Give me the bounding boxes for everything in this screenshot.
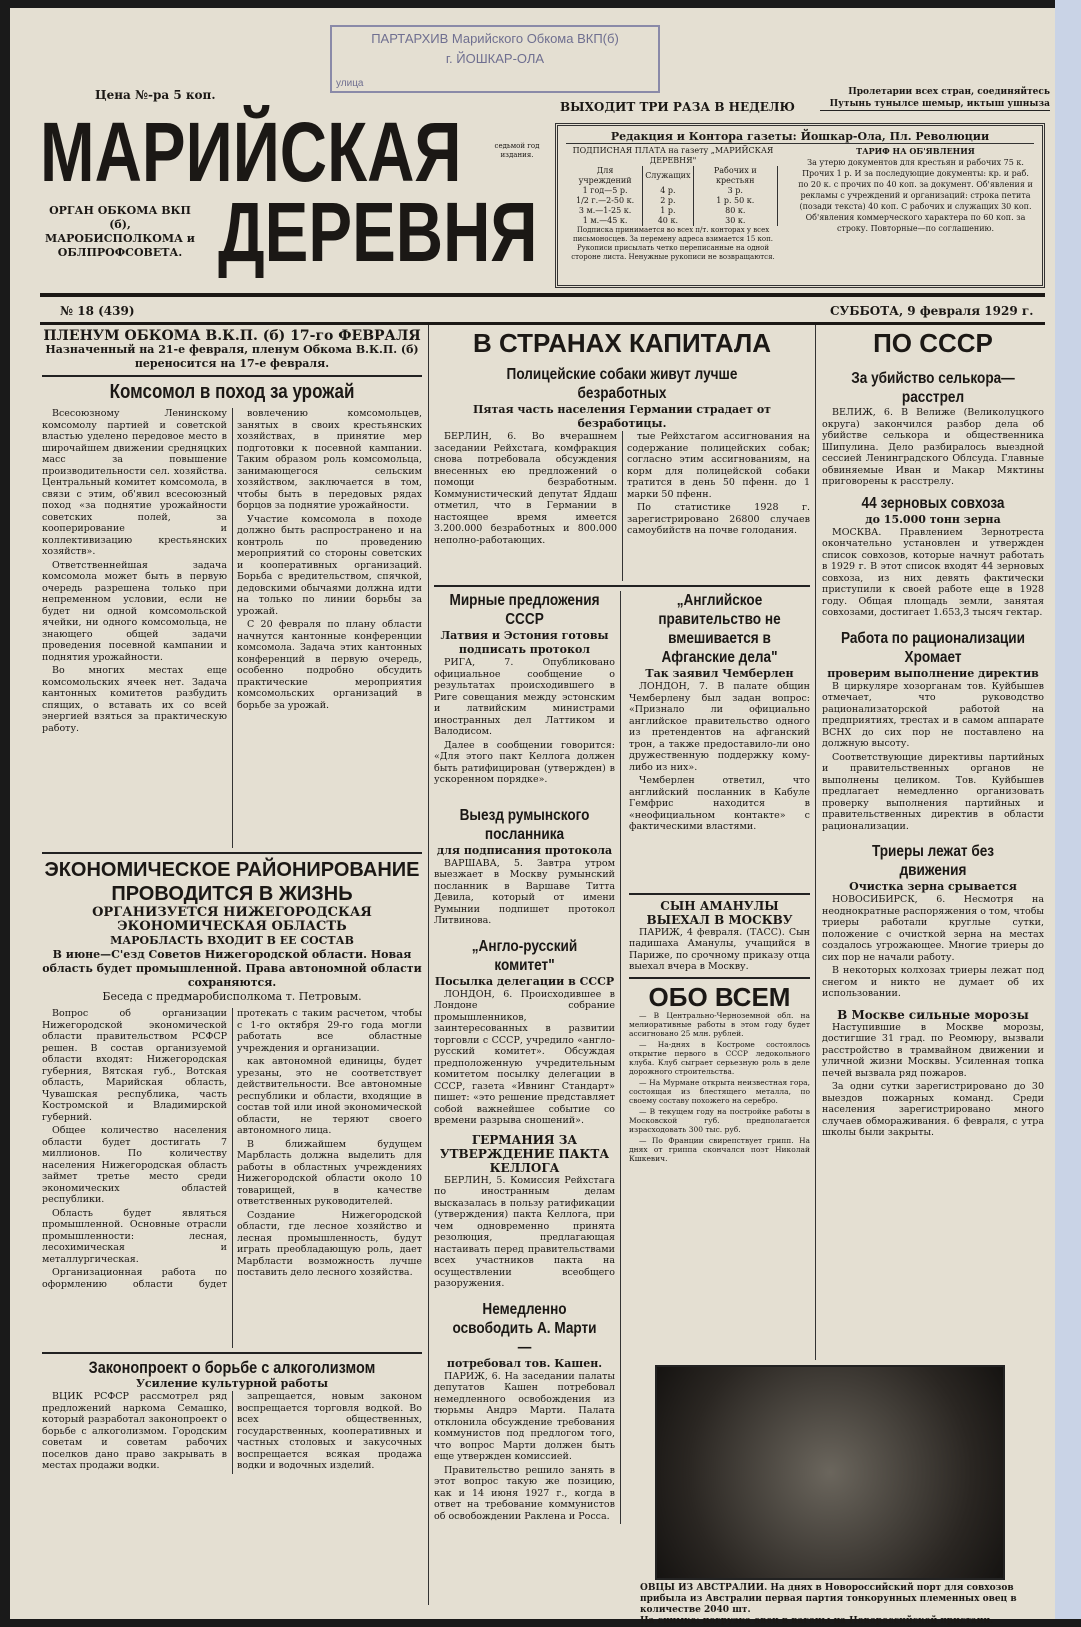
paragraph: БЕРЛИН, 6. Во вчерашнем заседании Рейхстага, комфракция снова потребовала обсуждения внесенных ею предложений о помощи безработным. Коммунистический депутат Яддаш отметил, что в Германии в настоящее время имеется 3.200.000 безработных и 800.000 неполно-работающих. bbox=[434, 431, 617, 546]
paragraph: как автономной единицы, будет урезаны, это не соответствует действительности. Все автономные республики и области, входящие в состав той или иной экономической области, не теряют своего автономного лица. bbox=[237, 1056, 422, 1136]
paragraph: Соответствующие директивы партийных и правительственных органов не выполнены целиком. Тов. Куйбышев предлагает немедленно организовать проверку выполнения партийных и правительственных директив в области рационализации. bbox=[822, 751, 1044, 832]
td: 3 м.—1-25 к. bbox=[568, 206, 643, 216]
paragraph: Организационная работа по оформлению области будет протекать с таким расчетом, чтобы с 1-го октября 29-го года могли работать все областные учреждения и организации. bbox=[42, 1008, 422, 1290]
paragraph: ПАРИЖ, 4 февраля. (ТАСС). Сын падишаха Аманулы, учащийся в Париже, по срочному приказу отца выехал вчера в Москву. bbox=[629, 926, 810, 972]
plenum-headline: ПЛЕНУМ ОБКОМА В.К.П. (б) 17-го ФЕВРАЛЯ bbox=[43, 328, 421, 344]
paragraph: НОВОСИБИРСК, 6. Несмотря на неоднократные распоряжения о том, чтобы триеры работали круглые сутки, положение с очисткой зерна на местах создалось угрожающее. Многие триеры до сих пор не начали работу. bbox=[822, 894, 1044, 963]
paragraph: Наступившие в Москве морозы, достигшие 31 град. по Реомюру, вызвали расстройство в трамвайном движении и уличной жизни Москвы. Усиленная топка печей вызвала ряд пожаров. bbox=[822, 1021, 1044, 1079]
afghan-headline: „Английское правительство не вмешивается в Афганские дела" bbox=[658, 592, 781, 666]
paragraph: ВАРШАВА, 5. Завтра утром выезжает в Москву румынский посланник в Варшаве Титта Девила, который от имени Румынии подпишет протокол Литвинова. bbox=[434, 857, 615, 926]
anglo-headline: „Англо-русский комитет" bbox=[471, 937, 578, 974]
frequency: ВЫХОДИТ ТРИ РАЗА В НЕДЕЛЮ bbox=[560, 100, 795, 114]
plenum-text: Назначенный на 21-е февраля, пленум Обкома В.К.П. (б) переносится на 17-е февраля. bbox=[45, 343, 419, 370]
paragraph: ЛОНДОН, 7. В палате общин Чемберлену был задан вопрос: «Признало ли официально английское правительство одного из претендентов на афганский трон, а также предоставило-ли оно дружественную поддержку кому-либо из них». bbox=[629, 681, 810, 773]
paragraph: Всесоюзному Ленинскому комсомолу партией и советской властью уделено передовое место в широчайшем движении средняцких масс за повышение производительности сел. хозяйства. Центральный комитет комсомола, в связи с этим, об'явил всесоюзный поход «за поднятие урожайности советских полей, за кооперирование и коллективизацию крестьянских хозяйств». bbox=[42, 408, 227, 557]
tariff-text: За утерю документов для крестьян и рабочих 75 к. Прочих 1 р. И за последующие документы: кр. и раб. по 20 к. с прочих по 40 коп. за документ. Об'явления и рекламы с учреждений и организаций: строка петита (позади текста) 40 коп. С рабочих и служащих 30 коп. Об'явления коммерческого характера по 60 коп. за строку. Повторные—по соглашению. bbox=[798, 158, 1033, 233]
editorial-address: Редакция и Контора газеты: Йошкар-Ола, Пл. Революции bbox=[566, 130, 1034, 144]
peace-subhead: Латвия и Эстония готовы подписать протокол bbox=[440, 629, 609, 656]
selkor-headline: За убийство селькора—расстрел bbox=[851, 370, 1015, 406]
td: 1 р. 50 к. bbox=[693, 196, 777, 206]
td: 1 р. bbox=[643, 206, 693, 216]
paragraph: В некоторых колхозах триеры лежат под снегом и никто не думает об их использовании. bbox=[822, 965, 1044, 999]
newspaper-title-2: ДЕРЕВНЯ bbox=[218, 185, 538, 279]
paragraph: За одни сутки зарегистрировано до 30 выездов пожарных команд. Среди населения зарегистрировано много случаев обмораживания. 6 февраля, с утра школы были закрыты. bbox=[822, 1081, 1044, 1138]
news-item: — На Мурмане открыта неизвестная гора, состоящая из блестящего металла, по своему составу похожего на серебро. bbox=[629, 1077, 810, 1105]
alcohol-article bbox=[42, 1391, 422, 1474]
section-ussr: ПО СССР bbox=[873, 328, 993, 358]
td: 1 м.—45 к. bbox=[568, 216, 643, 226]
paragraph: БЕРЛИН, 5. Комиссия Рейхстага по иностранным делам высказалась в пользу ратификации (утверждения) пакта Келлога, при чем одновременно принята резолюция, предлагающая настаивать перед правительствами всех участников пакта на осуществлении всеобщего разоружения. bbox=[434, 1174, 615, 1289]
econ-subhead: ОРГАНИЗУЕТСЯ НИЖЕГОРОДСКАЯ ЭКОНОМИЧЕСКАЯ ОБЛАСТЬ bbox=[92, 905, 372, 934]
econ-subhead-3: В июне—С'езд Советов Нижегородской области. Новая область будет промышленной. Права автономной области сохраняются. bbox=[42, 948, 422, 989]
anglo-subhead: Посылка делегации в СССР bbox=[434, 974, 615, 988]
afghan-subhead: Так заявил Чемберлен bbox=[645, 667, 794, 680]
paragraph: Далее в сообщении говорится: «Для этого пакт Келлога должен быть ратифицирован (утвержден) в ускоренном порядке». bbox=[434, 739, 615, 785]
stamp-street: улица bbox=[336, 78, 364, 89]
econ-headline-1: ЭКОНОМИЧЕСКОЕ РАЙОНИРОВАНИЕ bbox=[44, 859, 420, 881]
obo-vsem-headline: ОБО ВСЕМ bbox=[648, 981, 791, 1012]
paragraph: ВЕЛИЖ, 6. В Велиже (Великолуцкого округа) закончился разбор дела об убийстве селькора и общественника Шипулина. Дело разбиралось выездной сессией Ленинградского Облсуда. Главные обвиняемые Иван и Макар Мяктины приговорены к расстрелу. bbox=[822, 407, 1044, 487]
divider bbox=[40, 293, 1045, 297]
subscription bbox=[568, 146, 778, 262]
ration-headline-2: Хромает bbox=[904, 648, 962, 666]
section-capital: В СТРАНАХ КАПИТАЛА bbox=[473, 328, 771, 358]
paragraph: Ответственнейшая задача комсомола может быть в первую очередь разрешена только при непременном условии, если не будет ни одной комсомольской ячейки, ни одного комсомольца, не знающего общей задачи проведения посевной кампании и поднятия урожайности. bbox=[42, 559, 227, 663]
subscription-note: Подписка принимается во всех п/т. конторах у всех письмоносцев. За перемену адреса взимается 15 коп. Рукописи присылать четко переписанные на одной стороне листа. Ненужные рукописи не возвращаются. bbox=[571, 226, 775, 261]
paragraph: ВЦИК РСФСР рассмотрел ряд предложений наркома Семашко, который разработал законопроект о борьбе с алкоголизмом. Городским советам и советам рабочих поселков дано право закрывать в местах продажи водки. bbox=[42, 1391, 227, 1471]
paragraph: Вопрос об организации Нижегородской экономической области правительством РСФСР решен. В состав организуемой области входят: Нижегородская губерния, Вятская губ., Вотская область, Марийская область, Чувашская республика, часть Костромской и Владимирской губерний. bbox=[42, 1008, 227, 1123]
sheep-caption: ОВЦЫ ИЗ АВСТРАЛИИ. На днях в Новороссийский порт для совхозов прибыла из Австралии первая партия тонкорунных племенных овец в количестве 2040 шт. bbox=[640, 1583, 1017, 1615]
econ-headline-2: ПРОВОДИТСЯ В ЖИЗНЬ bbox=[111, 883, 353, 905]
sheep-photo bbox=[655, 1365, 1005, 1580]
slogan-russian: Пролетарии всех стран, соединяйтесь bbox=[848, 87, 1050, 97]
subscription-title: ПОДПИСНАЯ ПЛАТА на газету „МАРИЙСКАЯ ДЕРЕВНЯ" bbox=[572, 146, 774, 165]
paragraph: Создание Нижегородской области, где лесное хозяйство и лесная промышленность, будут играть преобладающую роль, дает Марбласти возможность лучше поставить дело лесного хозяйства. bbox=[237, 1209, 422, 1278]
ration-headline: Работа по рационализации bbox=[840, 629, 1026, 647]
alcohol-headline: Законопроект о борьбе с алкоголизмом bbox=[88, 1358, 376, 1377]
th: Служащих bbox=[643, 166, 693, 186]
stamp-line2: г. ЙОШКАР-ОЛА bbox=[445, 51, 545, 66]
paragraph: Область будет являться промышленной. Основные отрасли промышленности: лесная, лесохимическая и металлургическая. bbox=[42, 1207, 227, 1265]
alcohol-subhead: Усиление культурной работы bbox=[135, 1377, 329, 1390]
td: 2 р. bbox=[643, 196, 693, 206]
romanian-subhead: для подписания протокола bbox=[436, 843, 613, 857]
td: 1 год—5 р. bbox=[568, 186, 643, 196]
issue-number: № 18 (439) bbox=[60, 304, 135, 318]
dogs-headline: Полицейские собаки живут лучше безработных bbox=[506, 366, 738, 402]
th: Рабочих и крестьян bbox=[693, 166, 777, 186]
scan-edge bbox=[1055, 0, 1081, 1619]
trier-subhead: Очистка зерна срывается bbox=[849, 880, 1017, 893]
photo-caption-block bbox=[640, 1583, 1040, 1627]
price: Цена №-ра 5 коп. bbox=[95, 88, 216, 102]
paragraph: запрещается, новым законом воспрещается торговля водкой. Во всех общественных, государственных, кооперативных и частных столовых и закусочных воспрещается всякая продажа водки и водочных изделий. bbox=[237, 1391, 422, 1471]
econ-article bbox=[42, 1008, 422, 1348]
td: 1/2 г.—2-50 к. bbox=[568, 196, 643, 206]
paragraph: МОСКВА. Правлением Зернотреста окончательно установлен и утвержден список совхозов, которые начнут работать в 1929 г. В этот список входят 44 зерновых совхоза, из них девять фактически приступили к своей работе еще в 1928 году. Общая площадь земли, занятая совхозами, достигает 1.653,3 тысяч гектар. bbox=[822, 526, 1044, 618]
paragraph: По статистике 1928 г. зарегистрировано 26800 случаев самоубийств на почве голодания. bbox=[627, 502, 810, 536]
issue-date: СУББОТА, 9 февраля 1929 г. bbox=[830, 304, 1034, 318]
sovkhoz-headline: 44 зерновых совхоза bbox=[861, 494, 1005, 512]
td: 30 к. bbox=[693, 216, 777, 226]
paragraph: Общее количество населения области будет достигать 7 миллионов. По количеству населения Нижегородская область займет третье место среди экономических областей республики. bbox=[42, 1125, 227, 1205]
dogs-subhead: Пятая часть населения Германии страдает от безработицы. bbox=[473, 403, 771, 430]
ration-subhead: проверим выполнение директив bbox=[827, 666, 1039, 680]
slogan bbox=[820, 86, 1050, 111]
peace-headline: Мирные предложения СССР bbox=[449, 592, 600, 628]
paragraph: вовлечению комсомольцев, занятых в своих крестьянских хозяйствах, в принятие мер подготовки к посевной кампании. Таким образом роль комсомольца, занимающегося сельским хозяйством, заключается в том, чтобы быть в передовых рядах борцов за поднятие урожайности. bbox=[237, 408, 422, 511]
year-of-issue: седьмой год издания. bbox=[494, 142, 540, 159]
news-item: — На-днях в Костроме состоялось открытие первого в СССР ледокольного клуба. Клуб сыграет серьезную роль в деле дорожного строительства. bbox=[629, 1039, 810, 1076]
paragraph: В ближайшем будущем Марбласть должна выделить для работы в областных учреждениях Нижегородской области около 10 товарищей, в качестве ответственных руководителей. bbox=[237, 1138, 422, 1207]
sovkhoz-subhead: до 15.000 тонн зерна bbox=[865, 512, 1001, 526]
td: 3 р. bbox=[693, 186, 777, 196]
paragraph: ЛОНДОН, 6. Происходившее в Лондоне собрание промышленников, заинтересованных в развитии торговли с СССР, учредило «англо-русский комитет». Обсуждая предположенную учредительным комитетом посылку делегации в СССР, газета «Ивнинг Стандарт» пишет: «это решение представляет собой важнейшее событие со времени разрыва сношений». bbox=[434, 988, 615, 1126]
column-rule bbox=[428, 325, 429, 1605]
econ-subhead-2: МАРОБЛАСТЬ ВХОДИТ В ЕЕ СОСТАВ bbox=[110, 934, 354, 947]
middle-column bbox=[434, 325, 810, 1524]
td: 40 к. bbox=[643, 216, 693, 226]
amanulla-headline: СЫН АМАНУЛЫ ВЫЕХАЛ В МОСКВУ bbox=[646, 898, 793, 927]
tariff-title: ТАРИФ НА ОБ'ЯВЛЕНИЯ bbox=[856, 146, 975, 156]
marti-headline: Немедленно освободить А. Марти— bbox=[452, 1300, 597, 1356]
komsomol-article bbox=[42, 408, 422, 848]
paragraph: ПАРИЖ, 6. На заседании палаты депутатов Кашен потребовал немедленного освобождения из тюрьмы Андрэ Марти. Палата отклонила обсуждение требования коммунистов под предлогом того, что вопрос Марти должен быть еще утвержден комиссией. bbox=[434, 1370, 615, 1462]
column-rule bbox=[815, 325, 816, 1360]
paragraph: Правительство решило занять в этот вопрос такую же позицию, как и 14 июня 1927 г., когда в ответ на требование коммунистов об освобождении Раклена и Росса. bbox=[434, 1464, 615, 1522]
organ-line: ОРГАН ОБКОМА ВКП (б), МАРОБИСПОЛКОМА и ОБЛПРОФСОВЕТА. bbox=[45, 204, 195, 259]
th: Для учреждений bbox=[568, 166, 643, 186]
right-column bbox=[822, 325, 1044, 1141]
germany-headline: ГЕРМАНИЯ ЗА УТВЕРЖДЕНИЕ ПАКТА КЕЛЛОГА bbox=[439, 1132, 610, 1175]
marti-subhead: потребовал тов. Кашен. bbox=[446, 1356, 603, 1370]
paragraph: С 20 февраля по плану области начнутся кантонные конференции комсомола. Задача этих кантонных конференций в первую очередь, особенно подробно обсудить практические мероприятия комсомольских организаций в борьбе за урожай. bbox=[237, 619, 422, 711]
left-column bbox=[42, 325, 422, 1474]
photo-caption: На снимке: погрузка овец в вагоны на Новороссийской пристани. bbox=[640, 1616, 994, 1626]
newspaper-title-1: МАРИЙСКАЯ bbox=[40, 105, 462, 199]
paragraph: тые Рейхстагом ассигнования на содержание полицейских собак; согласно этим ассигнованиям, на корм для полицейской собаки тратится в день 50 пфенн. до 1 марки 50 пфенн. bbox=[627, 431, 810, 500]
info-box bbox=[555, 123, 1045, 288]
subscription-table bbox=[568, 166, 778, 226]
frost-headline: В Москве сильные морозы bbox=[837, 1007, 1029, 1022]
slogan-mari: Путынь тунылсе шемыр, иктыш ушныза bbox=[829, 99, 1050, 109]
paragraph: Участие комсомола в походе должно быть распространено и на контроль по проведению мероприятий со стороны советских и кооперативных организаций. Борьба с вредительством, спячкой, дедовскими обычаями должна идти на только по линии борьбы за урожай. bbox=[237, 513, 422, 617]
romanian-headline: Выезд румынского посланника bbox=[459, 806, 590, 843]
td: 4 р. bbox=[643, 186, 693, 196]
trier-headline: Триеры лежат без движения bbox=[871, 843, 995, 879]
archive-stamp bbox=[330, 25, 660, 93]
komsomol-headline: Комсомол в поход за урожай bbox=[109, 381, 355, 403]
dogs-article bbox=[434, 431, 810, 581]
ad-tariff bbox=[798, 146, 1033, 234]
paragraph: В циркуляре хозорганам тов. Куйбышев отмечает, что руководство рационализаторской работой на предприятиях, трестах и в самом аппарате ВСНХ до сих пор не поставлено на должную высоту. bbox=[822, 680, 1044, 749]
econ-subhead-4: Беседа с предмаробисполкома т. Петровым. bbox=[102, 990, 362, 1003]
news-item: — В Центрально-Черноземной обл. на мелиоративные работы в этом году будет ассигновано 25 млн. рублей. bbox=[629, 1010, 810, 1038]
td: 80 к. bbox=[693, 206, 777, 216]
paragraph: Во многих местах еще комсомольских ячеек нет. Задача кантонных комитетов разбудить спящих, о вставать их со всей энергией взяться за практическую работу. bbox=[42, 665, 227, 734]
news-item: — По Франции свирепствует грипп. На днях от гриппа скончался поэт Николай Кшкевич. bbox=[629, 1135, 810, 1163]
paragraph: РИГА, 7. Опубликовано официальное сообщение о результатах происходившего в Риге совещания между эстонским и латвийским министрами иностранных дел Латтиком и Валодисом. bbox=[434, 657, 615, 737]
paragraph: Чемберлен ответил, что английский посланник в Кабуле Гемфрис находится в «неофициальном контакте» с фактическими властями. bbox=[629, 775, 810, 832]
news-item: — В текущем году на постройке работы в Московской губ. предполагается израсходовать 300 тыс. руб. bbox=[629, 1106, 810, 1134]
stamp-line1: ПАРТАРХИВ Марийского Обкома ВКП(б) bbox=[371, 31, 619, 46]
